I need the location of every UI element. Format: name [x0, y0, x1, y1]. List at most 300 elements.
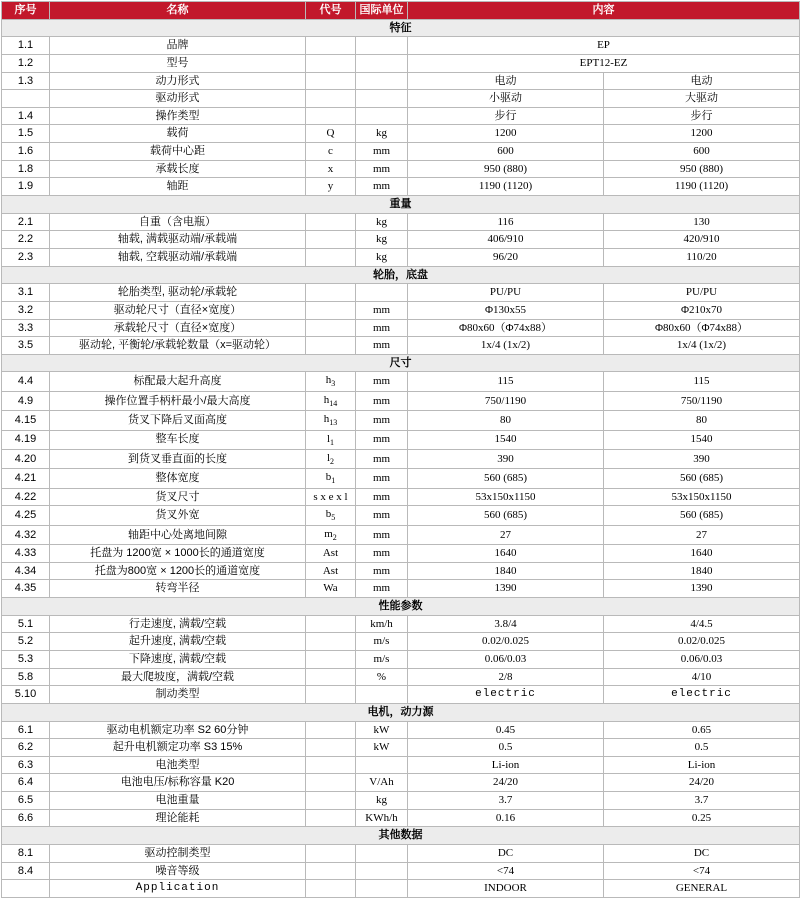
cell-name: 操作类型: [50, 107, 306, 125]
cell-unit: mm: [356, 337, 408, 355]
cell-code: [306, 90, 356, 108]
cell-unit: mm: [356, 525, 408, 544]
cell-code: [306, 248, 356, 266]
cell-code: $h_3$: [306, 372, 356, 391]
cell-name: 轴载, 空载驱动端/承载端: [50, 248, 306, 266]
cell-no: 6.1: [2, 721, 50, 739]
cell-value-1: electric: [408, 686, 604, 704]
section-row: [2, 598, 800, 616]
cell-code: [306, 792, 356, 810]
cell-code: [306, 301, 356, 319]
cell-value-2: 1640: [604, 545, 800, 563]
table-row: [2, 301, 800, 319]
cell-code: s x e x l: [306, 488, 356, 506]
specification-table: [1, 1, 800, 898]
column-header-no: 序号: [2, 2, 50, 20]
cell-value-1: 1390: [408, 580, 604, 598]
table-row: [2, 430, 800, 449]
cell-value-2: 4/4.5: [604, 615, 800, 633]
cell-name: 品牌: [50, 37, 306, 55]
cell-value-1: 600: [408, 143, 604, 161]
cell-no: 6.3: [2, 756, 50, 774]
cell-no: 5.3: [2, 650, 50, 668]
cell-code: [306, 774, 356, 792]
cell-name: 噪音等级: [50, 862, 306, 880]
cell-name: 轴载, 满载驱动端/承载端: [50, 231, 306, 249]
cell-code: [306, 72, 356, 90]
cell-no: 4.9: [2, 391, 50, 410]
cell-value-2: 560 (685): [604, 506, 800, 525]
cell-unit: [356, 756, 408, 774]
table-row: [2, 562, 800, 580]
cell-code: [306, 615, 356, 633]
table-row: [2, 37, 800, 55]
cell-value-2: 1200: [604, 125, 800, 143]
cell-name: 制动类型: [50, 686, 306, 704]
cell-name: 托盘为800宽 × 1200长的通道宽度: [50, 562, 306, 580]
cell-name: 型号: [50, 54, 306, 72]
cell-name: 标配最大起升高度: [50, 372, 306, 391]
cell-value-1: 步行: [408, 107, 604, 125]
cell-code: x: [306, 160, 356, 178]
cell-no: [2, 90, 50, 108]
table-row: [2, 72, 800, 90]
cell-value-2: GENERAL: [604, 880, 800, 898]
cell-code: Q: [306, 125, 356, 143]
cell-value-2: DC: [604, 844, 800, 862]
cell-no: 1.6: [2, 143, 50, 161]
cell-value-1: 3.7: [408, 792, 604, 810]
table-row: [2, 862, 800, 880]
cell-name: 到货叉垂直面的长度: [50, 449, 306, 468]
cell-code: [306, 844, 356, 862]
table-row: [2, 213, 800, 231]
cell-name: 货叉尺寸: [50, 488, 306, 506]
cell-code: [306, 880, 356, 898]
cell-code: Wa: [306, 580, 356, 598]
cell-name: 整体宽度: [50, 469, 306, 488]
table-row: [2, 248, 800, 266]
cell-unit: kg: [356, 125, 408, 143]
cell-no: 5.8: [2, 668, 50, 686]
cell-value-2: 0.65: [604, 721, 800, 739]
cell-no: 1.9: [2, 178, 50, 196]
cell-value-2: Li-ion: [604, 756, 800, 774]
cell-name: 载荷中心距: [50, 143, 306, 161]
table-row: [2, 449, 800, 468]
cell-no: 6.5: [2, 792, 50, 810]
column-header-unit: 国际单位: [356, 2, 408, 20]
cell-code: [306, 37, 356, 55]
cell-unit: [356, 54, 408, 72]
column-header-content: 内容: [408, 2, 800, 20]
cell-unit: mm: [356, 160, 408, 178]
table-row: [2, 107, 800, 125]
cell-value-2: 27: [604, 525, 800, 544]
cell-value-1: 560 (685): [408, 506, 604, 525]
cell-code: [306, 284, 356, 302]
table-row: [2, 615, 800, 633]
cell-value-1: 24/20: [408, 774, 604, 792]
cell-unit: mm: [356, 580, 408, 598]
table-row: [2, 372, 800, 391]
table-row: [2, 580, 800, 598]
cell-no: 4.20: [2, 449, 50, 468]
table-row: [2, 506, 800, 525]
cell-name: 载荷: [50, 125, 306, 143]
cell-unit: m/s: [356, 650, 408, 668]
cell-no: 4.15: [2, 411, 50, 430]
table-body: [2, 19, 800, 897]
cell-value-2: 0.06/0.03: [604, 650, 800, 668]
cell-value-2: 4/10: [604, 668, 800, 686]
cell-unit: kg: [356, 792, 408, 810]
cell-no: 6.4: [2, 774, 50, 792]
cell-code: $l_1$: [306, 430, 356, 449]
cell-unit: mm: [356, 545, 408, 563]
cell-code: [306, 650, 356, 668]
cell-name: 驱动轮, 平衡轮/承载轮数量（x=驱动轮）: [50, 337, 306, 355]
cell-name: 动力形式: [50, 72, 306, 90]
cell-value-2: 1190 (1120): [604, 178, 800, 196]
section-label: 尺寸: [2, 354, 800, 372]
cell-code: [306, 756, 356, 774]
section-label: 性能参数: [2, 598, 800, 616]
cell-no: 3.1: [2, 284, 50, 302]
cell-unit: KWh/h: [356, 809, 408, 827]
cell-unit: kg: [356, 248, 408, 266]
cell-value-1: Φ130x55: [408, 301, 604, 319]
cell-no: 1.4: [2, 107, 50, 125]
cell-value-1: 1200: [408, 125, 604, 143]
cell-value-2: 0.5: [604, 739, 800, 757]
cell-no: 8.1: [2, 844, 50, 862]
cell-value-2: PU/PU: [604, 284, 800, 302]
section-label: 其他数据: [2, 827, 800, 845]
cell-value-2: 1840: [604, 562, 800, 580]
cell-name: 驱动形式: [50, 90, 306, 108]
cell-unit: [356, 107, 408, 125]
column-header-code: 代号: [306, 2, 356, 20]
cell-value-1: 950 (880): [408, 160, 604, 178]
cell-no: 4.34: [2, 562, 50, 580]
cell-name: 承载长度: [50, 160, 306, 178]
cell-unit: [356, 37, 408, 55]
cell-name: 整车长度: [50, 430, 306, 449]
table-row: [2, 90, 800, 108]
cell-no: 4.25: [2, 506, 50, 525]
cell-unit: [356, 862, 408, 880]
cell-value-2: 115: [604, 372, 800, 391]
cell-code: $l_2$: [306, 449, 356, 468]
table-row: [2, 488, 800, 506]
cell-no: 4.22: [2, 488, 50, 506]
cell-value-2: 3.7: [604, 792, 800, 810]
cell-unit: mm: [356, 469, 408, 488]
cell-code: [306, 54, 356, 72]
cell-code: $m_2$: [306, 525, 356, 544]
cell-value-1: 750/1190: [408, 391, 604, 410]
cell-name: 托盘为 1200宽 × 1000长的通道宽度: [50, 545, 306, 563]
cell-no: 1.5: [2, 125, 50, 143]
cell-value-1: 1190 (1120): [408, 178, 604, 196]
cell-value-1: 53x150x1150: [408, 488, 604, 506]
cell-value-1: 2/8: [408, 668, 604, 686]
table-row: [2, 125, 800, 143]
table-row: [2, 650, 800, 668]
cell-value-2: Φ210x70: [604, 301, 800, 319]
cell-unit: [356, 844, 408, 862]
cell-value-1: 96/20: [408, 248, 604, 266]
cell-unit: [356, 72, 408, 90]
cell-unit: [356, 686, 408, 704]
cell-value-1: 80: [408, 411, 604, 430]
cell-value-2: 1x/4 (1x/2): [604, 337, 800, 355]
cell-no: 4.33: [2, 545, 50, 563]
cell-value-1: 115: [408, 372, 604, 391]
table-row: [2, 756, 800, 774]
table-row: [2, 880, 800, 898]
cell-code: [306, 213, 356, 231]
cell-no: [2, 880, 50, 898]
cell-no: 4.21: [2, 469, 50, 488]
section-label: 电机，动力源: [2, 703, 800, 721]
cell-unit: kg: [356, 231, 408, 249]
cell-value-1: <74: [408, 862, 604, 880]
table-row: [2, 178, 800, 196]
table-row: [2, 319, 800, 337]
cell-no: 1.8: [2, 160, 50, 178]
cell-no: 5.10: [2, 686, 50, 704]
cell-unit: mm: [356, 430, 408, 449]
cell-name: 货叉外宽: [50, 506, 306, 525]
cell-name: 承载轮尺寸（直径×宽度）: [50, 319, 306, 337]
cell-code: [306, 721, 356, 739]
cell-value-1: Φ80x60（Φ74x88）: [408, 319, 604, 337]
cell-value-2: 110/20: [604, 248, 800, 266]
cell-unit: mm: [356, 449, 408, 468]
table-row: [2, 686, 800, 704]
section-label: 特征: [2, 19, 800, 37]
cell-name: 驱动控制类型: [50, 844, 306, 862]
section-row: [2, 19, 800, 37]
cell-code: Ast: [306, 562, 356, 580]
cell-no: 6.2: [2, 739, 50, 757]
table-row: [2, 633, 800, 651]
cell-unit: kg: [356, 213, 408, 231]
cell-value-1: 406/910: [408, 231, 604, 249]
cell-name: Application: [50, 880, 306, 898]
cell-no: 8.4: [2, 862, 50, 880]
cell-unit: m/s: [356, 633, 408, 651]
cell-value-2: 1390: [604, 580, 800, 598]
table-row: [2, 469, 800, 488]
cell-value-2: 电动: [604, 72, 800, 90]
table-row: [2, 739, 800, 757]
cell-name: 电池类型: [50, 756, 306, 774]
cell-name: 电池重量: [50, 792, 306, 810]
cell-no: 6.6: [2, 809, 50, 827]
cell-no: 3.2: [2, 301, 50, 319]
cell-unit: mm: [356, 506, 408, 525]
cell-no: 1.3: [2, 72, 50, 90]
table-row: [2, 525, 800, 544]
cell-name: 自重（含电瓶）: [50, 213, 306, 231]
cell-value-1: 0.02/0.025: [408, 633, 604, 651]
cell-name: 轴距: [50, 178, 306, 196]
cell-code: [306, 633, 356, 651]
cell-value: EPT12-EZ: [408, 54, 800, 72]
cell-code: [306, 107, 356, 125]
section-row: [2, 266, 800, 284]
cell-no: 3.5: [2, 337, 50, 355]
section-label: 重量: [2, 196, 800, 214]
cell-unit: V/Ah: [356, 774, 408, 792]
cell-unit: mm: [356, 301, 408, 319]
cell-value-1: 390: [408, 449, 604, 468]
cell-value-2: 390: [604, 449, 800, 468]
cell-value-1: 1640: [408, 545, 604, 563]
cell-name: 驱动电机额定功率 S2 60分钟: [50, 721, 306, 739]
cell-name: 下降速度, 满载/空载: [50, 650, 306, 668]
header-row: [2, 2, 800, 20]
cell-code: [306, 337, 356, 355]
cell-no: 4.32: [2, 525, 50, 544]
cell-code: [306, 319, 356, 337]
cell-code: [306, 231, 356, 249]
cell-value-1: 0.5: [408, 739, 604, 757]
table-row: [2, 391, 800, 410]
cell-value-1: 0.06/0.03: [408, 650, 604, 668]
table-row: [2, 545, 800, 563]
cell-value-2: 950 (880): [604, 160, 800, 178]
cell-no: 5.1: [2, 615, 50, 633]
cell-value-2: <74: [604, 862, 800, 880]
cell-unit: [356, 90, 408, 108]
cell-value-2: 0.25: [604, 809, 800, 827]
cell-code: Ast: [306, 545, 356, 563]
cell-value-1: 0.45: [408, 721, 604, 739]
cell-no: 4.35: [2, 580, 50, 598]
table-row: [2, 54, 800, 72]
table-header: [2, 2, 800, 20]
cell-value-2: 步行: [604, 107, 800, 125]
table-row: [2, 337, 800, 355]
table-row: [2, 284, 800, 302]
cell-unit: km/h: [356, 615, 408, 633]
cell-code: c: [306, 143, 356, 161]
cell-value-1: DC: [408, 844, 604, 862]
cell-unit: mm: [356, 143, 408, 161]
cell-unit: mm: [356, 319, 408, 337]
cell-value-2: 750/1190: [604, 391, 800, 410]
cell-value-1: 1540: [408, 430, 604, 449]
table-row: [2, 792, 800, 810]
cell-unit: [356, 880, 408, 898]
cell-name: 起升电机额定功率 S3 15%: [50, 739, 306, 757]
cell-value-1: 电动: [408, 72, 604, 90]
cell-unit: kW: [356, 721, 408, 739]
cell-name: 轮胎类型, 驱动轮/承载轮: [50, 284, 306, 302]
cell-code: $b_5$: [306, 506, 356, 525]
cell-name: 驱动轮尺寸（直径×宽度）: [50, 301, 306, 319]
section-row: [2, 827, 800, 845]
cell-value-2: 0.02/0.025: [604, 633, 800, 651]
cell-value-2: 560 (685): [604, 469, 800, 488]
cell-no: 1.2: [2, 54, 50, 72]
table-row: [2, 411, 800, 430]
cell-value-2: 130: [604, 213, 800, 231]
cell-name: 理论能耗: [50, 809, 306, 827]
cell-unit: %: [356, 668, 408, 686]
cell-no: 4.4: [2, 372, 50, 391]
cell-value-1: 小驱动: [408, 90, 604, 108]
cell-name: 最大爬坡度，满载/空载: [50, 668, 306, 686]
table-row: [2, 143, 800, 161]
cell-code: $h_{14}$: [306, 391, 356, 410]
section-label: 轮胎，底盘: [2, 266, 800, 284]
cell-code: [306, 862, 356, 880]
cell-no: 5.2: [2, 633, 50, 651]
table-row: [2, 160, 800, 178]
cell-value-1: 1840: [408, 562, 604, 580]
section-row: [2, 703, 800, 721]
cell-value: EP: [408, 37, 800, 55]
cell-value-1: 116: [408, 213, 604, 231]
section-row: [2, 196, 800, 214]
cell-value-1: INDOOR: [408, 880, 604, 898]
cell-unit: mm: [356, 411, 408, 430]
cell-unit: mm: [356, 391, 408, 410]
cell-value-1: 3.8/4: [408, 615, 604, 633]
cell-value-1: 27: [408, 525, 604, 544]
cell-value-2: 600: [604, 143, 800, 161]
cell-value-2: 80: [604, 411, 800, 430]
cell-name: 起升速度, 满载/空载: [50, 633, 306, 651]
cell-code: y: [306, 178, 356, 196]
table-row: [2, 809, 800, 827]
cell-value-2: Φ80x60（Φ74x88）: [604, 319, 800, 337]
cell-name: 行走速度, 满载/空载: [50, 615, 306, 633]
cell-code: [306, 739, 356, 757]
cell-value-2: 420/910: [604, 231, 800, 249]
cell-unit: mm: [356, 372, 408, 391]
cell-name: 轴距中心处离地间隙: [50, 525, 306, 544]
cell-no: 2.1: [2, 213, 50, 231]
cell-code: $b_1$: [306, 469, 356, 488]
cell-value-2: 1540: [604, 430, 800, 449]
cell-unit: mm: [356, 178, 408, 196]
cell-value-1: PU/PU: [408, 284, 604, 302]
cell-value-2: electric: [604, 686, 800, 704]
cell-unit: kW: [356, 739, 408, 757]
cell-value-1: Li-ion: [408, 756, 604, 774]
table-row: [2, 668, 800, 686]
section-row: [2, 354, 800, 372]
table-row: [2, 231, 800, 249]
table-row: [2, 844, 800, 862]
cell-no: 1.1: [2, 37, 50, 55]
cell-name: 电池电压/标称容量 K20: [50, 774, 306, 792]
cell-name: 操作位置手柄杆最小/最大高度: [50, 391, 306, 410]
cell-name: 货叉下降后叉面高度: [50, 411, 306, 430]
cell-unit: [356, 284, 408, 302]
cell-value-2: 24/20: [604, 774, 800, 792]
cell-no: 2.2: [2, 231, 50, 249]
cell-code: $h_{13}$: [306, 411, 356, 430]
cell-value-2: 大驱动: [604, 90, 800, 108]
cell-value-1: 1x/4 (1x/2): [408, 337, 604, 355]
